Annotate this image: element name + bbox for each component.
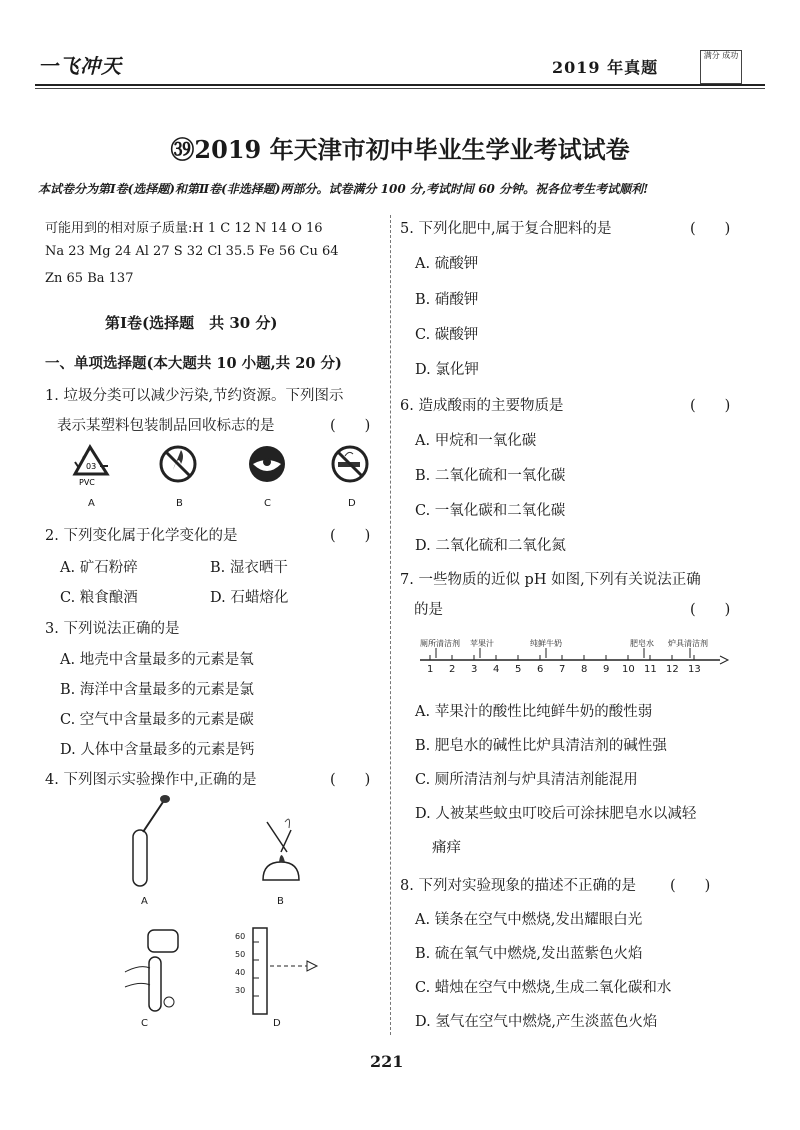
- q6-option-b: B. 二氧化硫和一氧化碳: [415, 468, 566, 484]
- q7-option-a: A. 苹果汁的酸性比纯鲜牛奶的酸性弱: [415, 704, 653, 720]
- q5-answer-paren: ( ): [690, 221, 731, 237]
- cyl-tick-30: 30: [235, 986, 246, 995]
- year-label: 2019 年真题: [552, 58, 659, 77]
- q8-option-a: A. 镁条在空气中燃烧,发出耀眼白光: [415, 912, 643, 928]
- q1-label-d: D: [348, 498, 356, 509]
- q4-diagrams: [45, 212, 385, 1032]
- q3-stem: 3. 下列说法正确的是: [45, 621, 180, 637]
- ph-num-10: 10: [622, 664, 635, 675]
- q8-answer-paren: ( ): [670, 878, 711, 894]
- ph-marker-milk: 纯鲜牛奶: [530, 639, 562, 648]
- q5-option-a: A. 硫酸钾: [415, 256, 479, 272]
- q5-option-b: B. 硝酸钾: [415, 292, 479, 308]
- q6-option-a: A. 甲烷和一氧化碳: [415, 433, 537, 449]
- q8-stem: 8. 下列对实验现象的描述不正确的是: [400, 878, 636, 894]
- ph-num-11: 11: [644, 664, 657, 675]
- page-title: ㊴2019 年天津市初中毕业生学业考试试卷: [170, 135, 630, 164]
- q4-label-a: A: [141, 896, 148, 907]
- ph-num-2: 2: [449, 664, 456, 675]
- q7-option-d-1: D. 人被某些蚊虫叮咬后可涂抹肥皂水以减轻: [415, 806, 697, 822]
- column-divider: [390, 215, 391, 1035]
- ph-marker-oven-cleaner: 炉具清洁剂: [668, 639, 708, 648]
- graduated-cylinder-diagram: [253, 928, 317, 1014]
- ph-num-6: 6: [537, 664, 544, 675]
- ph-marker-soap-water: 肥皂水: [630, 639, 654, 648]
- ph-num-13: 13: [688, 664, 701, 675]
- q2-option-d: D. 石蜡熔化: [210, 590, 289, 606]
- q1-label-a: A: [88, 498, 95, 509]
- q8-option-d: D. 氢气在空气中燃烧,产生淡蓝色火焰: [415, 1014, 658, 1030]
- ph-num-9: 9: [603, 664, 610, 675]
- page-number: 221: [370, 1052, 404, 1071]
- dropper-test-tube-diagram: [133, 795, 170, 886]
- ph-num-3: 3: [471, 664, 478, 675]
- q7-option-d-2: 痛痒: [432, 840, 461, 856]
- ph-marker-apple-juice: 苹果汁: [470, 639, 494, 648]
- ph-marker-toilet-cleaner: 厕所清洁剂: [420, 639, 460, 648]
- ph-num-8: 8: [581, 664, 588, 675]
- alcohol-lamp-diagram: [263, 819, 299, 880]
- q7-answer-paren: ( ): [690, 602, 731, 618]
- q6-answer-paren: ( ): [690, 398, 731, 414]
- q8-option-c: C. 蜡烛在空气中燃烧,生成二氧化碳和水: [415, 980, 672, 996]
- q2-answer-paren: ( ): [330, 528, 371, 544]
- subsection-heading: 一、单项选择题(本大题共 10 小题,共 20 分): [45, 355, 342, 372]
- q4-label-d: D: [273, 1018, 281, 1029]
- q4-label-b: B: [277, 896, 284, 907]
- icon-a-code: 03: [86, 462, 97, 471]
- q6-stem: 6. 造成酸雨的主要物质是: [400, 398, 564, 414]
- q2-option-c: C. 粮食酿酒: [60, 590, 138, 606]
- q3-option-d: D. 人体中含量最多的元素是钙: [60, 742, 255, 758]
- header-rule: [35, 84, 765, 86]
- icon-a-pvc: PVC: [79, 478, 95, 487]
- ph-num-4: 4: [493, 664, 500, 675]
- q6-option-c: C. 一氧化碳和二氧化碳: [415, 503, 566, 519]
- ph-num-7: 7: [559, 664, 566, 675]
- exam-notice: 本试卷分为第Ⅰ卷(选择题)和第Ⅱ卷(非选择题)两部分。试卷满分 100 分,考试时间 60 分钟。祝各位考生考试顺利!: [38, 182, 649, 196]
- q3-option-b: B. 海洋中含量最多的元素是氯: [60, 682, 254, 698]
- ph-num-5: 5: [515, 664, 522, 675]
- q7-stem-2: 的是: [414, 602, 443, 618]
- q2-option-b: B. 湿衣晒干: [210, 560, 288, 576]
- atomic-mass-line-2: Na 23 Mg 24 Al 27 S 32 Cl 35.5 Fe 56 Cu 64: [45, 244, 339, 259]
- q8-option-b: B. 硫在氧气中燃烧,发出蓝紫色火焰: [415, 946, 643, 962]
- atomic-mass-line-1: 可能用到的相对原子质量:H 1 C 12 N 14 O 16: [45, 221, 323, 236]
- q5-option-c: C. 碳酸钾: [415, 327, 479, 343]
- q4-label-c: C: [141, 1018, 148, 1029]
- q7-option-c: C. 厕所清洁剂与炉具清洁剂能混用: [415, 772, 638, 788]
- q7-stem-1: 7. 一些物质的近似 pH 如图,下列有关说法正确: [400, 572, 701, 588]
- section-heading: 第Ⅰ卷(选择题 共 30 分): [105, 314, 278, 332]
- atomic-mass-line-3: Zn 65 Ba 137: [45, 271, 134, 286]
- corner-stamp: 满分 成功: [700, 50, 742, 84]
- q2-stem: 2. 下列变化属于化学变化的是: [45, 528, 238, 544]
- cyl-tick-40: 40: [235, 968, 246, 977]
- q3-option-a: A. 地壳中含量最多的元素是氧: [60, 652, 254, 668]
- q5-stem: 5. 下列化肥中,属于复合肥料的是: [400, 221, 612, 237]
- ph-num-12: 12: [666, 664, 679, 675]
- q1-answer-paren: ( ): [330, 418, 371, 434]
- hand-test-tube-diagram: [125, 930, 178, 1011]
- brand-logo: 一飞冲天: [38, 54, 122, 78]
- q7-option-b: B. 肥皂水的碱性比炉具清洁剂的碱性强: [415, 738, 667, 754]
- q4-stem: 4. 下列图示实验操作中,正确的是: [45, 772, 257, 788]
- cyl-tick-60: 60: [235, 932, 246, 941]
- ph-num-1: 1: [427, 664, 434, 675]
- q1-stem-1: 1. 垃圾分类可以减少污染,节约资源。下列图示: [45, 388, 344, 404]
- ph-scale-diagram: [400, 212, 765, 692]
- q5-option-d: D. 氯化钾: [415, 362, 479, 378]
- q6-option-d: D. 二氧化硫和二氧化氮: [415, 538, 566, 554]
- q1-label-c: C: [264, 498, 271, 509]
- q2-option-a: A. 矿石粉碎: [60, 560, 138, 576]
- cyl-tick-50: 50: [235, 950, 246, 959]
- q1-stem-2: 表示某塑料包装制品回收标志的是: [57, 418, 275, 434]
- q1-label-b: B: [176, 498, 183, 509]
- header-rule-thin: [35, 88, 765, 89]
- q4-answer-paren: ( ): [330, 772, 371, 788]
- q3-option-c: C. 空气中含量最多的元素是碳: [60, 712, 254, 728]
